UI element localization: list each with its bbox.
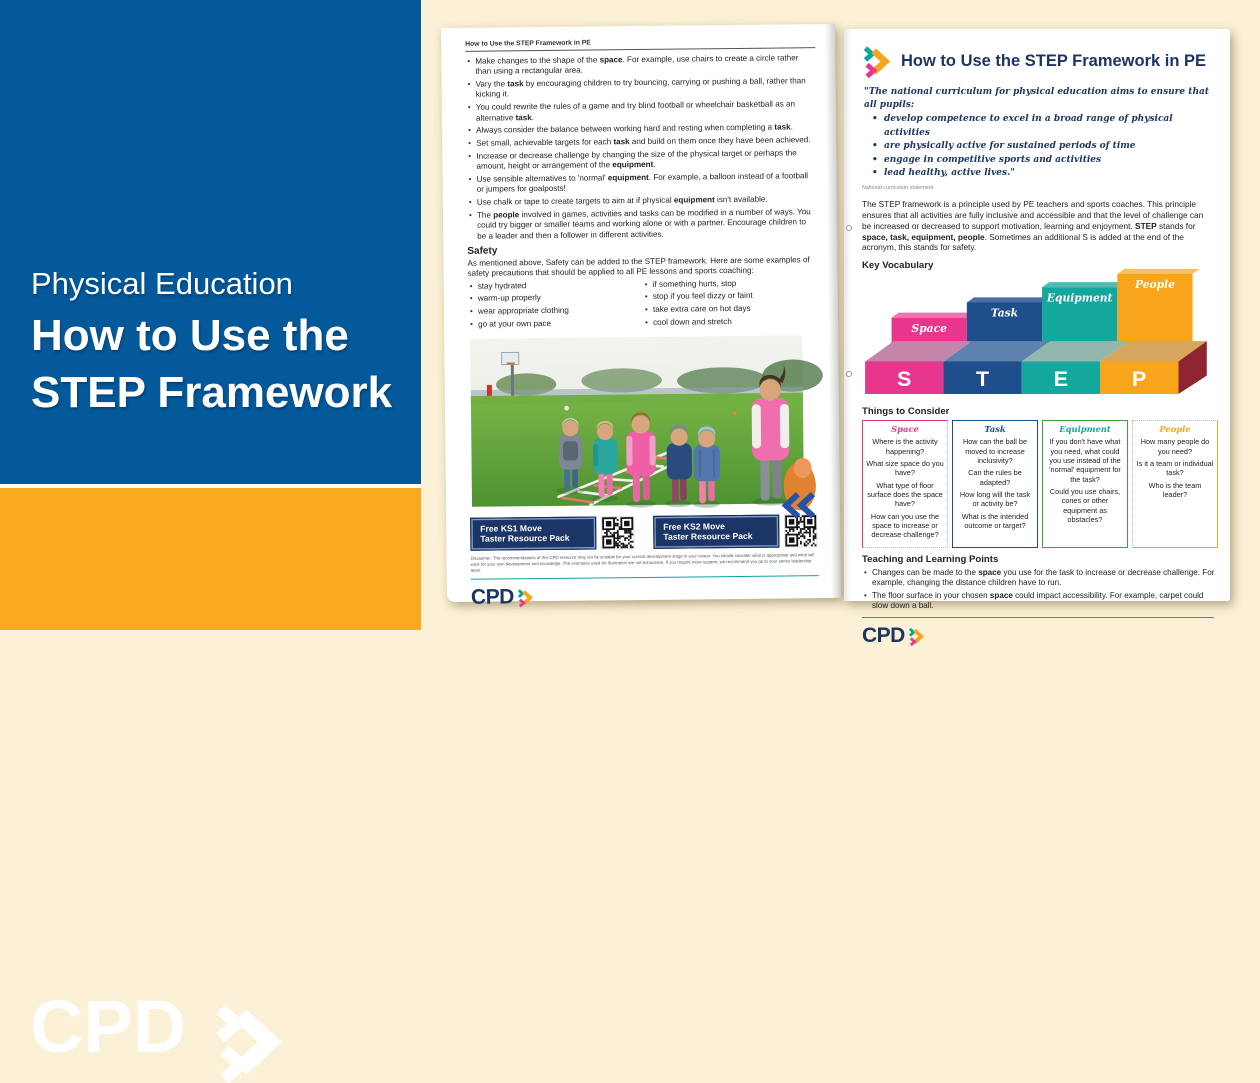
consider-question: How can the ball be moved to increase inclusivity? <box>962 437 1028 466</box>
list-item: • develop competence to excel in a broad range of physical activities <box>872 113 1218 140</box>
double-chevron-icon <box>784 491 816 519</box>
consider-column-space <box>862 420 948 547</box>
list-item: • You could rewrite the rules of a game and try blind football or wheelchair basketball as an alternative task. <box>466 99 816 123</box>
banner-line1: Free KS1 Move <box>480 522 542 534</box>
brand-panel <box>0 488 421 1068</box>
list-item: • The people involved in games, activities and tasks can be modified in a number of ways. You could try bigger or smaller teams and working alone or with a partner. Encourage children to be a leader and then a follower in different activities. <box>467 207 817 241</box>
footer-rule <box>471 575 819 580</box>
list-item: • Increase or decrease challenge by changing the size of the physical target or perhaps the amount, height or arrangement of the equipment. <box>466 148 816 172</box>
hero-panel <box>0 0 421 484</box>
consider-question: What type of floor surface does the space have? <box>867 480 943 509</box>
svg-text:S: S <box>897 367 912 392</box>
list-item: • stay hydrated <box>468 280 643 292</box>
cpd-chevron-icon <box>862 45 892 78</box>
list-item: • Changes can be made to the space you use for the task to increase or decrease challenge. For example, changing the distance children have to run. <box>862 568 1216 589</box>
list-item: • engage in competitive sports and activities <box>872 154 1218 168</box>
cpd-chevron-icon <box>212 1001 286 1083</box>
list-item: • warm-up properly <box>468 292 643 304</box>
list-item: • wear appropriate clothing <box>468 305 643 317</box>
quote-source: National curriculum statement <box>862 184 934 191</box>
step-tips-list <box>465 53 817 242</box>
svg-text:Equipment: Equipment <box>1046 291 1113 305</box>
right-page <box>844 29 1230 648</box>
consider-question: How many people do you need? <box>1140 437 1210 456</box>
consider-question: How can you use the space to increase or decrease challenge? <box>870 511 940 540</box>
svg-text:Task: Task <box>990 307 1019 321</box>
consider-question: Is it a team or individual task? <box>1136 459 1214 478</box>
list-item: • are physically active for sustained periods of time <box>872 140 1218 154</box>
list-item: • Vary the task by encouraging children to try bouncing, carrying or pushing a ball, rather than kicking it. <box>466 76 816 100</box>
cpd-chevron-icon <box>517 588 534 607</box>
page-header: How to Use the STEP Framework in PE <box>465 39 591 48</box>
hero-subject: Physical Education <box>31 266 293 301</box>
consider-question: What size space do you have? <box>866 459 944 478</box>
list-item: • take extra care on hot days <box>643 303 818 315</box>
brand-wordmark: CPD <box>30 985 187 1068</box>
safety-list-right <box>643 278 819 331</box>
banner-line1: Free KS2 Move <box>663 520 725 532</box>
consider-column-people <box>1132 420 1218 547</box>
list-item: • Always consider the balance between working hard and resting when completing a task. <box>466 123 816 137</box>
svg-text:T: T <box>976 367 990 392</box>
footer-brand <box>862 624 1218 648</box>
safety-intro: As mentioned above, Safety can be added to the STEP framework. Here are some examples of safety precautions that should be applied to all PE lessons and sports coaching: <box>467 255 810 279</box>
consider-question: Could you use chairs, cones or other equipment as obstacles? <box>1049 487 1121 524</box>
key-vocabulary-heading: Key Vocabulary <box>862 260 934 272</box>
pe-activity-photo <box>470 335 804 506</box>
step-staircase-diagram <box>864 274 1212 395</box>
list-item: • stop if you feel dizzy or faint <box>643 291 818 303</box>
safety-columns <box>468 278 819 333</box>
header-rule <box>465 47 815 52</box>
list-item: • lead healthy, active lives." <box>872 167 1218 181</box>
list-item: • Make changes to the shape of the space. For example, use chairs to create a circle rather than using a rectangular area. <box>465 53 815 77</box>
list-item: • go at your own pace <box>468 318 643 330</box>
consider-question: Where is the activity happening? <box>872 437 938 456</box>
things-to-consider-heading: Things to Consider <box>862 406 950 418</box>
consider-column-title: People <box>1159 424 1191 435</box>
teaching-points-heading: Teaching and Learning Points <box>862 553 999 565</box>
safety-heading: Safety <box>467 245 498 257</box>
svg-text:People: People <box>1134 278 1175 292</box>
left-page <box>441 24 841 609</box>
consider-table <box>862 420 1218 547</box>
footer-rule <box>862 617 1214 618</box>
list-item: • Set small, achievable targets for each task and build on them once they have been achieved. <box>466 135 816 149</box>
decorative-ring <box>846 225 852 231</box>
list-item: • Use sensible alternatives to 'normal' equipment. For example, a balloon instead of a football or jumpers for goalposts! <box>467 171 817 195</box>
cpd-chevron-icon <box>908 627 925 646</box>
consider-column-title: Space <box>891 424 919 435</box>
page-title-bar <box>862 45 1218 78</box>
disclaimer-text: Disclaimer: The recommendations of this CPD resource may not be suitable for your current development stage in your career. You should consider what is appropriate and what will work for your own development and knowledge. The examples used for illustration are not exhaustive. If you require more support, we recommend you go to your senior leadership team. <box>470 552 815 573</box>
qr-code <box>601 516 634 549</box>
consider-column-title: Equipment <box>1059 424 1111 435</box>
promo-banners <box>470 514 820 551</box>
footer-brand <box>471 582 821 610</box>
resource-pack-banner-ks1[interactable] <box>470 516 596 550</box>
resource-pack-banner-ks2[interactable] <box>653 515 779 549</box>
consider-question: If you don't have what you need, what could you use instead of the 'normal' equipment for the task? <box>1049 437 1121 484</box>
list-item: • Use chalk or tape to create targets to aim at if physical equipment isn't available. <box>467 194 817 208</box>
teaching-points-list <box>862 568 1216 612</box>
list-item: • cool down and stretch <box>643 316 818 328</box>
brand-wordmark: CPD <box>862 624 905 648</box>
list-item: • The floor surface in your chosen space could impact accessibility. For example, carpet could slow down a ball. <box>862 591 1216 612</box>
safety-list-left <box>468 280 644 333</box>
consider-column-task <box>952 420 1038 547</box>
decorative-ring <box>846 371 852 377</box>
consider-column-title: Task <box>984 424 1006 435</box>
consider-question: How long will the task or activity be? <box>959 490 1031 509</box>
consider-question: Who is the team leader? <box>1148 480 1202 500</box>
svg-text:E: E <box>1053 367 1069 392</box>
intro-paragraph: The STEP framework is a principle used by PE teachers and sports coaches. This principle ensures that all activities are fully inclusive and accessible and that the level of challenge can be increased or decreased to support motivation, learning and enjoyment. STEP stands for space, task, equipment, people. Sometimes an additional S is added at the end of the acronym, this stands for safety. <box>862 198 1204 253</box>
quote-bullets <box>872 113 1218 181</box>
svg-text:P: P <box>1132 367 1147 392</box>
banner-line2: Taster Resource Pack <box>480 533 570 545</box>
quote-intro: "The national curriculum for physical education aims to ensure that all pupils: <box>864 87 1209 110</box>
hero-title-line1: How to Use the <box>31 311 349 360</box>
list-item: • if something hurts, stop <box>643 278 818 290</box>
brand-wordmark: CPD <box>470 585 514 609</box>
svg-text:Space: Space <box>911 322 947 336</box>
consider-question: Can the rules be adapted? <box>968 468 1022 487</box>
page-title: How to Use the STEP Framework in PE <box>901 52 1207 70</box>
curriculum-quote <box>864 86 1218 181</box>
consider-question: What is the intended outcome or target? <box>961 511 1029 530</box>
hero-title-line2: STEP Framework <box>31 368 393 417</box>
banner-line2: Taster Resource Pack <box>663 531 753 543</box>
consider-column-equipment <box>1042 420 1128 547</box>
